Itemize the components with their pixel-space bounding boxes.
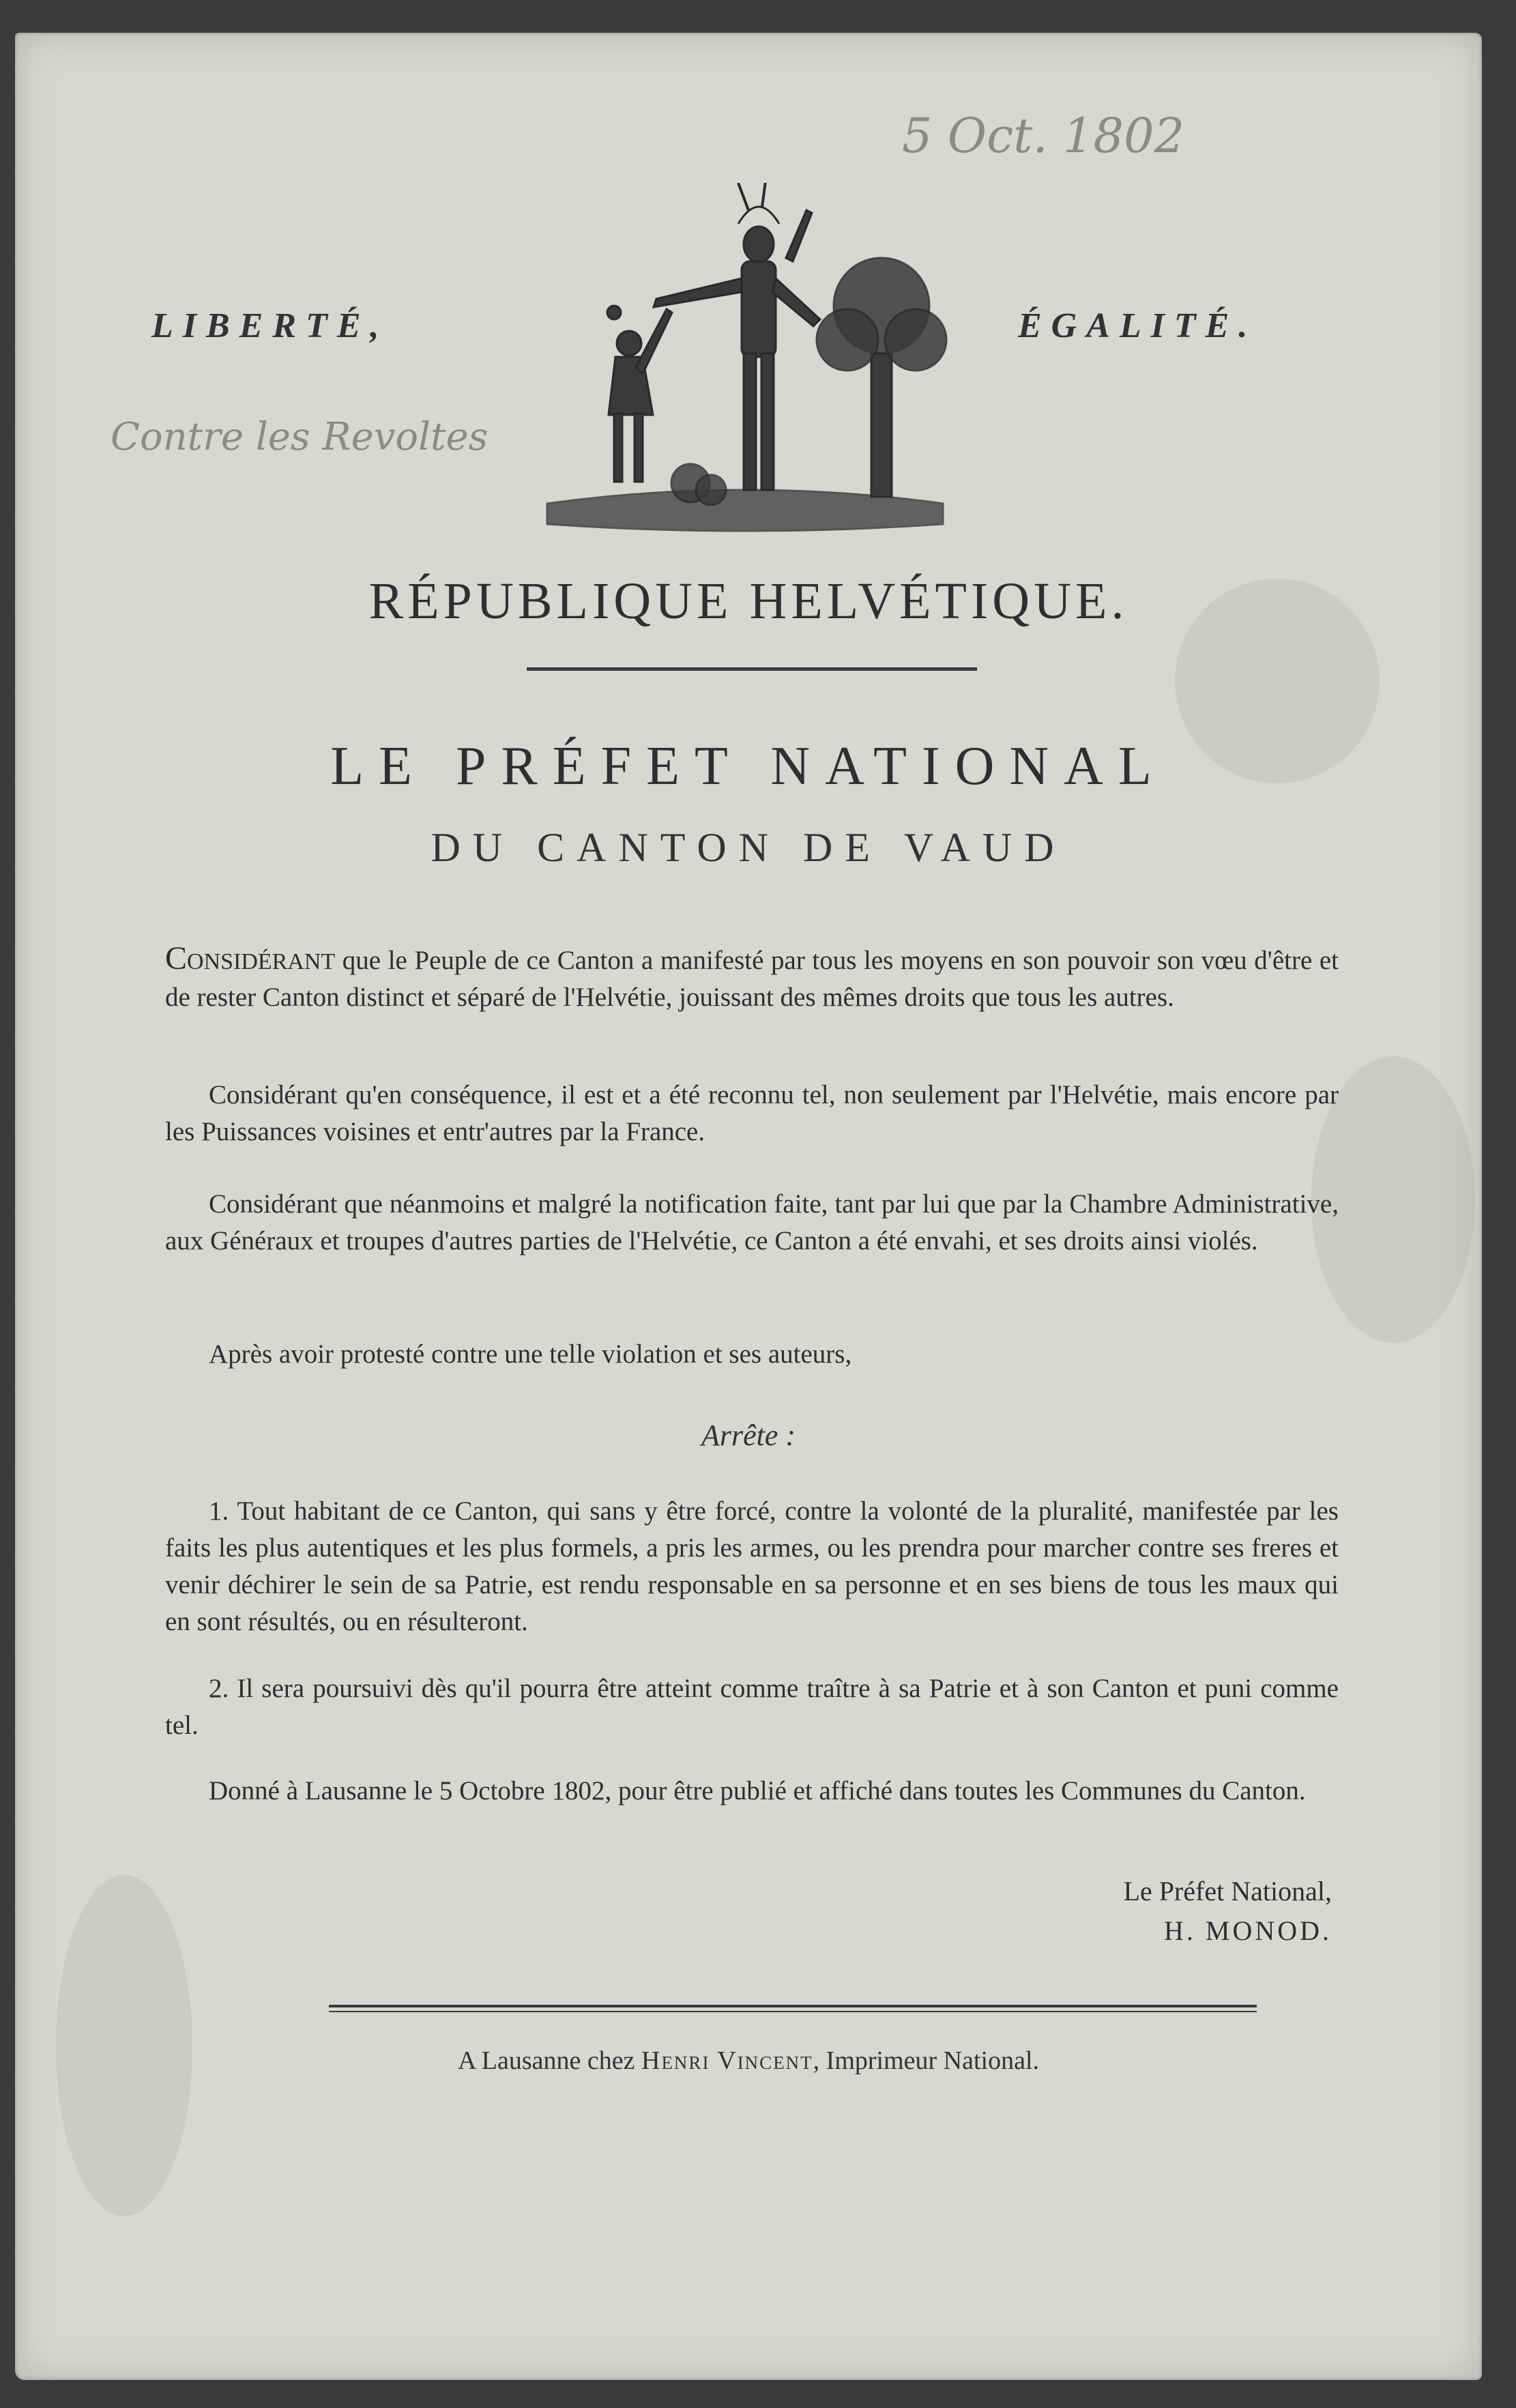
subtitle-canton-de-vaud: DU CANTON DE VAUD bbox=[431, 825, 1066, 870]
handwritten-note: Contre les Revoltes bbox=[111, 415, 489, 459]
republic-heading: RÉPUBLIQUE HELVÉTIQUE. bbox=[368, 572, 1128, 630]
title-prefet-national: LE PRÉFET NATIONAL bbox=[330, 736, 1167, 796]
paragraph-protest: Après avoir protesté contre une telle violation et ses auteurs, bbox=[209, 1339, 852, 1369]
paragraph-considering-2: Considérant qu'en conséquence, il est et a été reconnu tel, non seulement par l'Helvétie, mais encore par les Puissances voisines et entr'autres par la France. bbox=[165, 1080, 1339, 1146]
handwritten-date: 5 Oct. 1802 bbox=[902, 108, 1185, 164]
paragraph-considering-3: Considérant que néanmoins et malgré la notification faite, tant par lui que par la Chambre Administrative, aux Généraux et troupes d'autres parties de l'Helvétie, ce Canton a été envahi, et ses droits ainsi violés. bbox=[165, 1189, 1339, 1256]
imprint-divider-top bbox=[329, 2005, 1257, 2007]
imprint-suffix: , Imprimeur National. bbox=[813, 2046, 1040, 2075]
heading-divider bbox=[527, 667, 977, 671]
signature-name: H. MONOD. bbox=[1164, 1915, 1332, 1946]
article-1: 1. Tout habitant de ce Canton, qui sans y être forcé, contre la volonté de la pluralité, manifestée par les faits les plus autentiques et les plus formels, a pris les armes, ou les prendra pour marcher contre ses freres et venir déchirer le sein de sa Patrie, est rendu responsable en sa personne et en ses biens de tous les maux qui en sont résultés, ou en résulteront. bbox=[165, 1496, 1339, 1636]
motto-egalite: ÉGALITÉ. bbox=[1018, 306, 1257, 345]
arrete-heading: Arrête : bbox=[701, 1419, 796, 1452]
paragraph-lead-word: Considérant bbox=[165, 940, 336, 976]
printer-imprint bbox=[15, 2046, 1482, 2076]
article-2: 2. Il sera poursuivi dès qu'il pourra être atteint comme traître à sa Patrie et à son Canton et puni comme tel. bbox=[165, 1674, 1339, 1740]
printer-name: Henri Vincent bbox=[641, 2046, 813, 2075]
paragraph-considering-1 bbox=[165, 940, 1339, 1016]
tell-vignette-illustration bbox=[534, 183, 957, 538]
poster-sheet bbox=[15, 33, 1482, 2380]
imprint-divider-bottom bbox=[329, 2011, 1257, 2012]
paragraph-text: que le Peuple de ce Canton a manifesté par tous les moyens en son pouvoir son vœu d'être et de rester Canton distinct et séparé de l'Helvétie, jouissant des mêmes droits que tous les autres. bbox=[165, 946, 1339, 1012]
signature-title: Le Préfet National, bbox=[1123, 1876, 1332, 1906]
imprint-prefix: A Lausanne chez bbox=[457, 2046, 641, 2075]
motto-liberte: LIBERTÉ, bbox=[151, 306, 389, 345]
given-at-lausanne: Donné à Lausanne le 5 Octobre 1802, pour être publié et affiché dans toutes les Communes du Canton. bbox=[209, 1776, 1306, 1805]
